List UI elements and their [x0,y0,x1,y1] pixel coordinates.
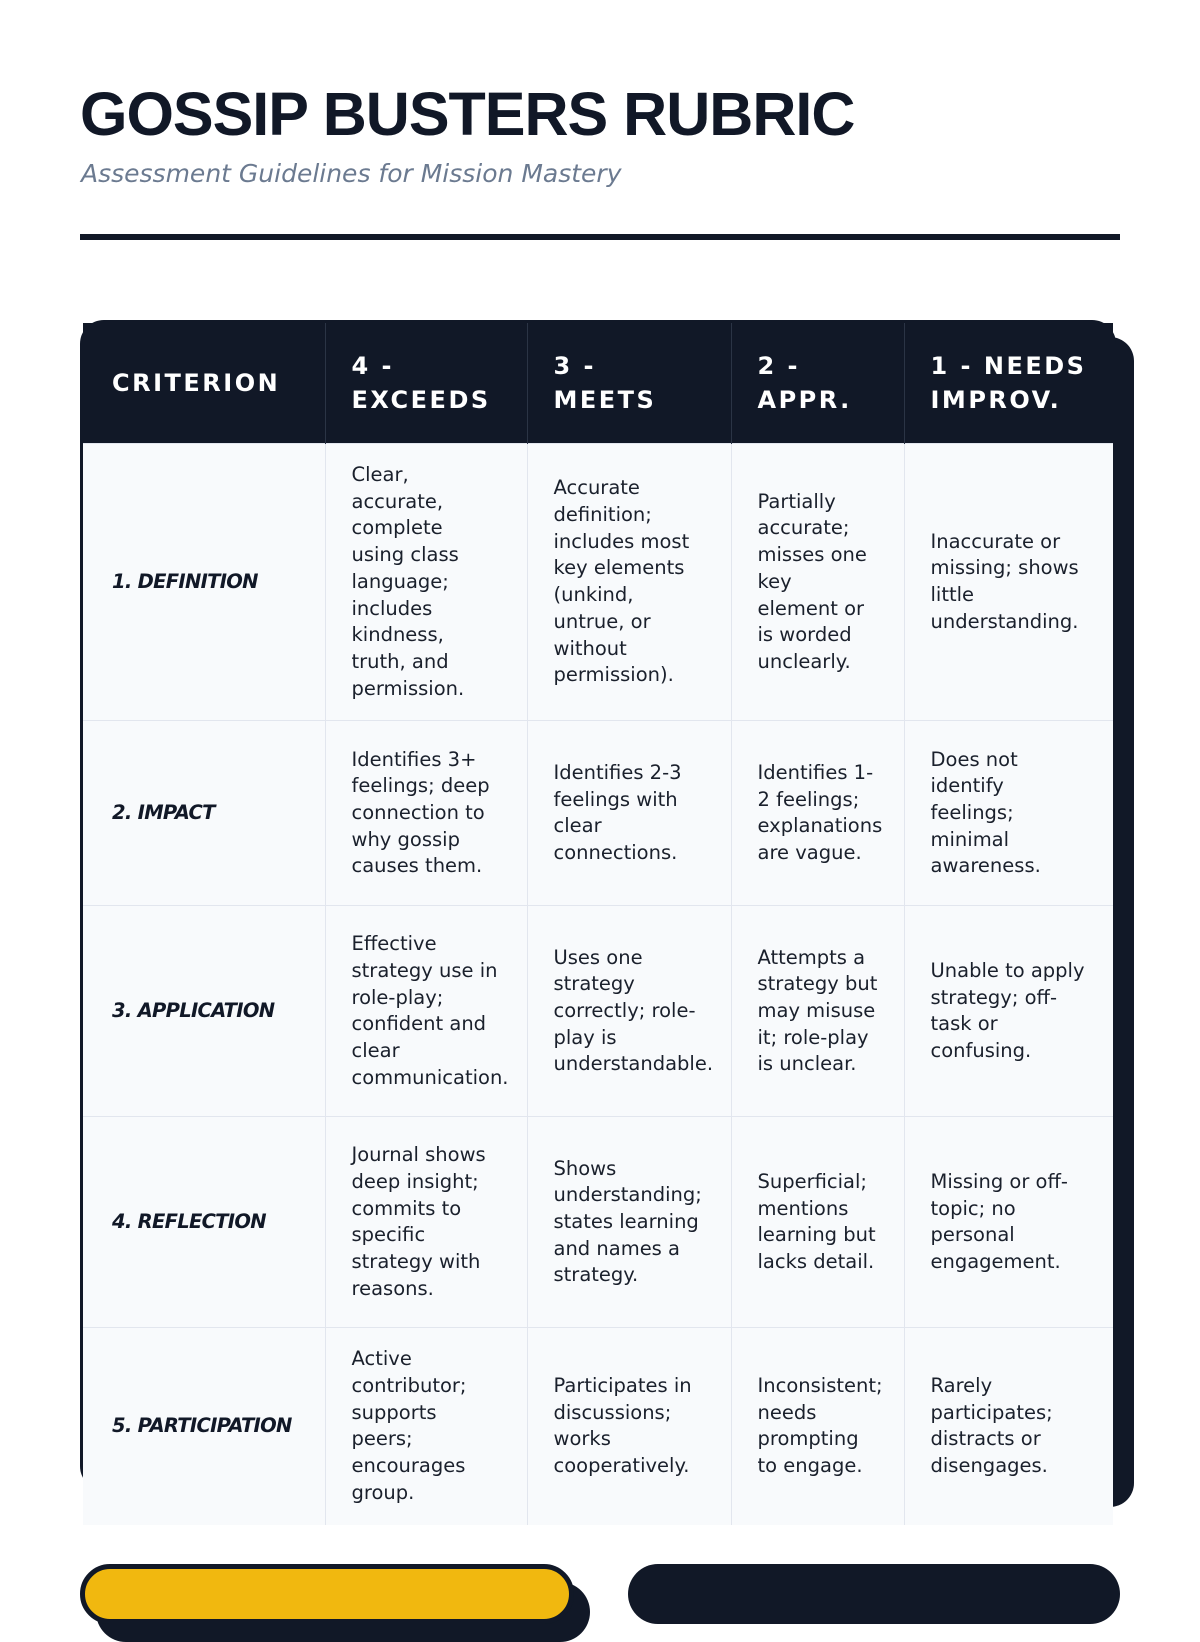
meets-cell: Shows understanding; states learning and names a strategy. [527,1117,731,1328]
table-row [83,1117,1113,1328]
criterion-cell: 4. REFLECTION [83,1117,325,1328]
criterion-cell: 5. PARTICIPATION [83,1328,325,1525]
exceeds-cell: Identifies 3+ feelings; deep connection to why gossip causes them. [325,721,527,906]
page-subtitle: Assessment Guidelines for Mission Mastery [81,159,622,188]
column-header-approaching: 2 - APPR. [731,323,904,444]
column-header-needs-improvement: 1 - NEEDS IMPROV. [904,323,1113,444]
column-header-meets: 3 - MEETS [527,323,731,444]
rubric-table [83,323,1113,1525]
column-header-criterion: CRITERION [83,323,325,444]
dark-info-card [628,1564,1120,1624]
criterion-cell: 1. DEFINITION [83,444,325,721]
yellow-info-card [80,1564,574,1624]
meets-cell: Participates in discussions; works cooperatively. [527,1328,731,1525]
meets-cell: Uses one strategy correctly; role-play is understandable. [527,906,731,1117]
criterion-cell: 2. IMPACT [83,721,325,906]
table-row [83,444,1113,721]
table-row [83,721,1113,906]
table-row [83,1328,1113,1525]
approaching-cell: Attempts a strategy but may misuse it; role-play is unclear. [731,906,904,1117]
page-title: GOSSIP BUSTERS RUBRIC [80,80,855,148]
exceeds-cell: Active contributor; supports peers; encourages group. [325,1328,527,1525]
needs-improvement-cell: Missing or off-topic; no personal engagement. [904,1117,1113,1328]
meets-cell: Identifies 2-3 feelings with clear connections. [527,721,731,906]
exceeds-cell: Journal shows deep insight; commits to specific strategy with reasons. [325,1117,527,1328]
column-header-exceeds: 4 - EXCEEDS [325,323,527,444]
criterion-cell: 3. APPLICATION [83,906,325,1117]
rubric-header-row [83,323,1113,444]
table-row [83,906,1113,1117]
rubric-table-card [80,320,1116,1504]
approaching-cell: Inconsistent; needs prompting to engage. [731,1328,904,1525]
title-divider [80,234,1120,240]
needs-improvement-cell: Does not identify feelings; minimal awareness. [904,721,1113,906]
needs-improvement-cell: Inaccurate or missing; shows little understanding. [904,444,1113,721]
exceeds-cell: Clear, accurate, complete using class language; includes kindness, truth, and permission. [325,444,527,721]
exceeds-cell: Effective strategy use in role-play; confident and clear communication. [325,906,527,1117]
needs-improvement-cell: Rarely participates; distracts or disengages. [904,1328,1113,1525]
meets-cell: Accurate definition; includes most key elements (unkind, untrue, or without permission). [527,444,731,721]
approaching-cell: Identifies 1-2 feelings; explanations are vague. [731,721,904,906]
needs-improvement-cell: Unable to apply strategy; off-task or confusing. [904,906,1113,1117]
approaching-cell: Superficial; mentions learning but lacks detail. [731,1117,904,1328]
approaching-cell: Partially accurate; misses one key element or is worded unclearly. [731,444,904,721]
